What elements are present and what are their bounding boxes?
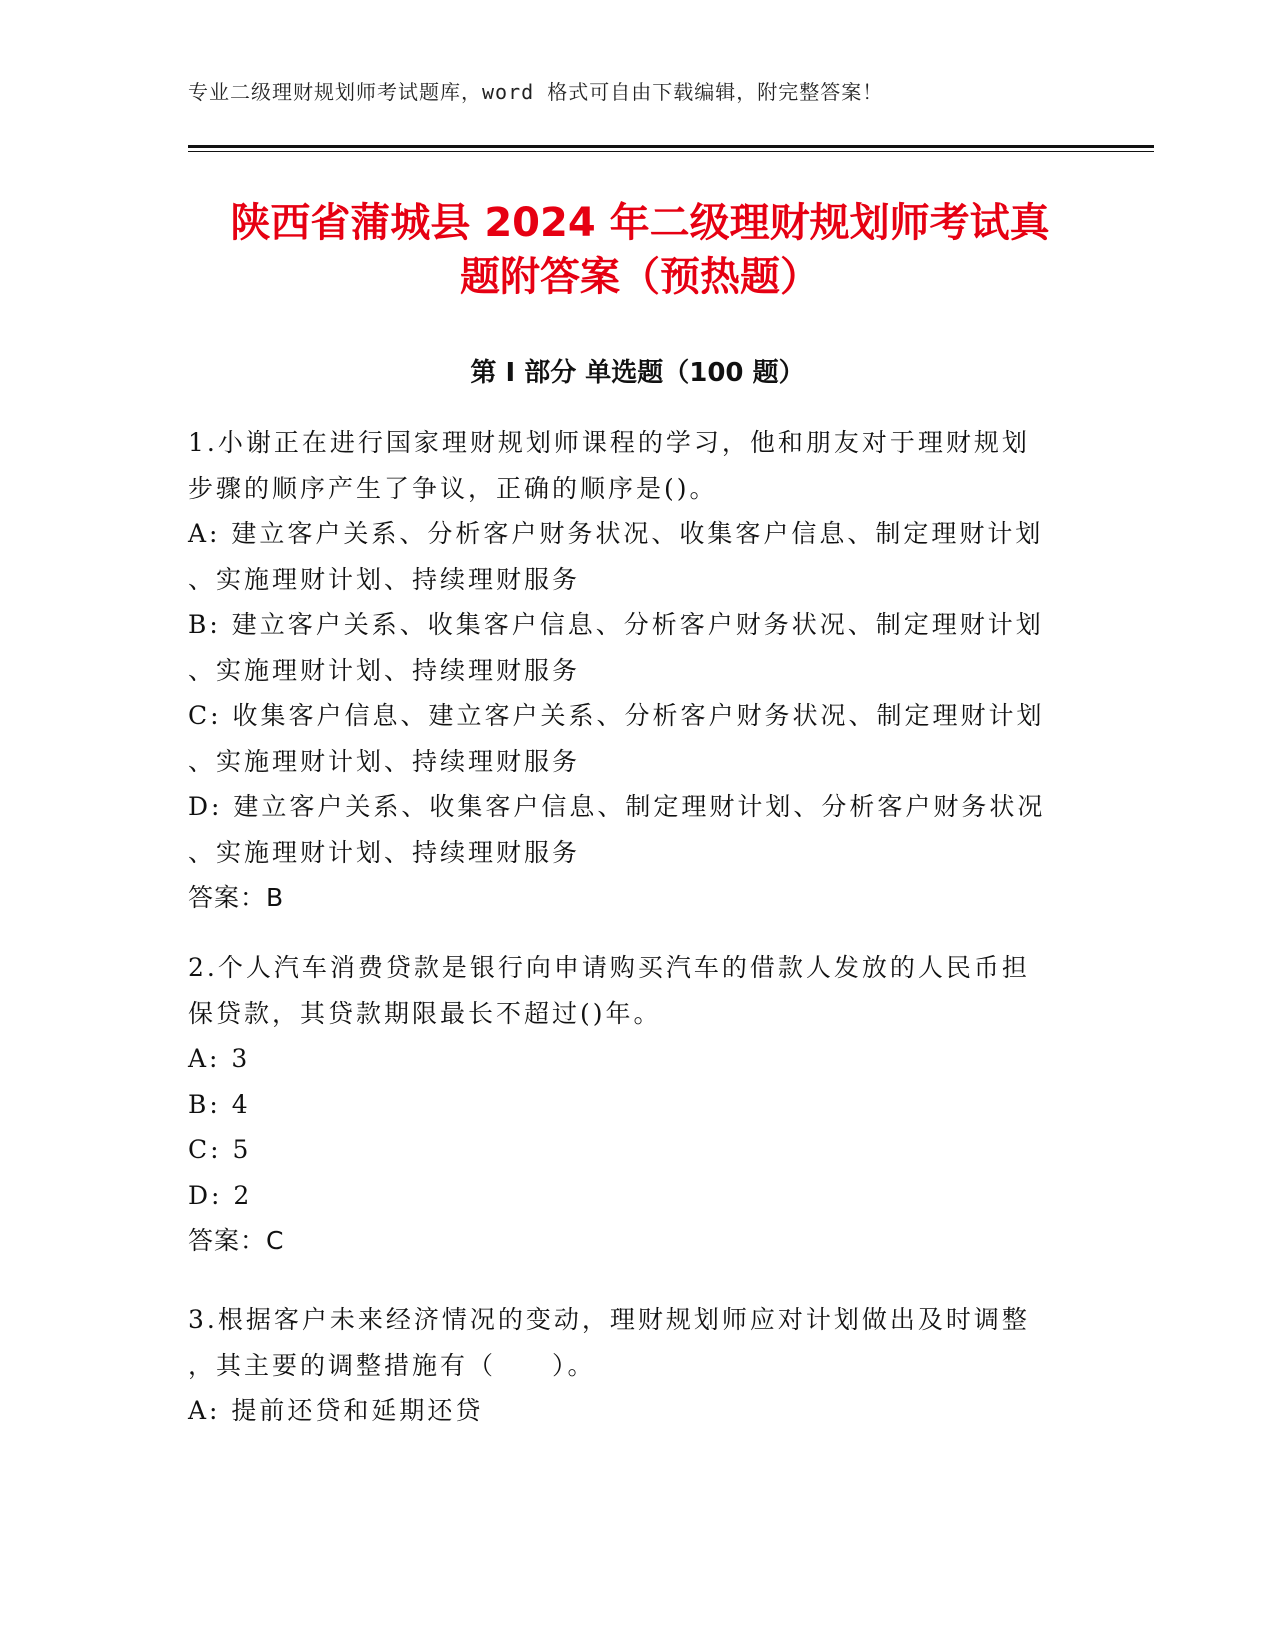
option-b: B: 4	[188, 1089, 251, 1119]
question-stem-line: 步骤的顺序产生了争议，正确的顺序是()。	[188, 473, 718, 503]
question-stem-line: 保贷款，其贷款期限最长不超过()年。	[188, 998, 662, 1028]
option-a-cont: 、实施理财计划、持续理财服务	[188, 564, 581, 594]
title-line-2: 题附答案（预热题）	[460, 254, 820, 300]
question-stem-line: 1.小谢正在进行国家理财规划师课程的学习，他和朋友对于理财规划	[188, 428, 1030, 457]
document-title	[120, 196, 1160, 304]
title-line-1: 陕西省蒲城县 2024 年二级理财规划师考试真	[230, 200, 1050, 246]
option-a: A: 建立客户关系、分析客户财务状况、收集客户信息、制定理财计划	[188, 519, 1044, 548]
question-stem-line: ，其主要的调整措施有（ ）。	[188, 1350, 596, 1380]
section-title: 第 I 部分 单选题（100 题）	[470, 358, 805, 388]
answer-1: 答案：B	[188, 883, 285, 912]
question-3	[188, 1297, 1088, 1434]
question-stem-line: 3.根据客户未来经济情况的变动，理财规划师应对计划做出及时调整	[188, 1305, 1030, 1334]
answer-2: 答案：C	[188, 1226, 285, 1255]
page-header: 专业二级理财规划师考试题库，word 格式可自由下载编辑，附完整答案！	[188, 80, 884, 104]
header-rule-thick	[188, 145, 1154, 148]
question-1	[188, 420, 1088, 921]
question-stem-line: 2.个人汽车消费贷款是银行向申请购买汽车的借款人发放的人民币担	[188, 953, 1030, 982]
option-b: B: 建立客户关系、收集客户信息、分析客户财务状况、制定理财计划	[188, 610, 1044, 639]
option-d: D: 建立客户关系、收集客户信息、制定理财计划、分析客户财务状况	[188, 792, 1046, 821]
option-c: C: 收集客户信息、建立客户关系、分析客户财务状况、制定理财计划	[188, 701, 1045, 730]
option-c-cont: 、实施理财计划、持续理财服务	[188, 746, 581, 776]
option-d: D: 2	[188, 1180, 253, 1210]
option-c: C: 5	[188, 1135, 252, 1164]
option-b-cont: 、实施理财计划、持续理财服务	[188, 655, 581, 685]
option-a: A: 提前还贷和延期还贷	[188, 1396, 484, 1425]
option-d-cont: 、实施理财计划、持续理财服务	[188, 837, 581, 867]
option-a: A: 3	[188, 1044, 251, 1073]
header-rule-thin	[188, 151, 1154, 152]
question-2	[188, 945, 1088, 1264]
